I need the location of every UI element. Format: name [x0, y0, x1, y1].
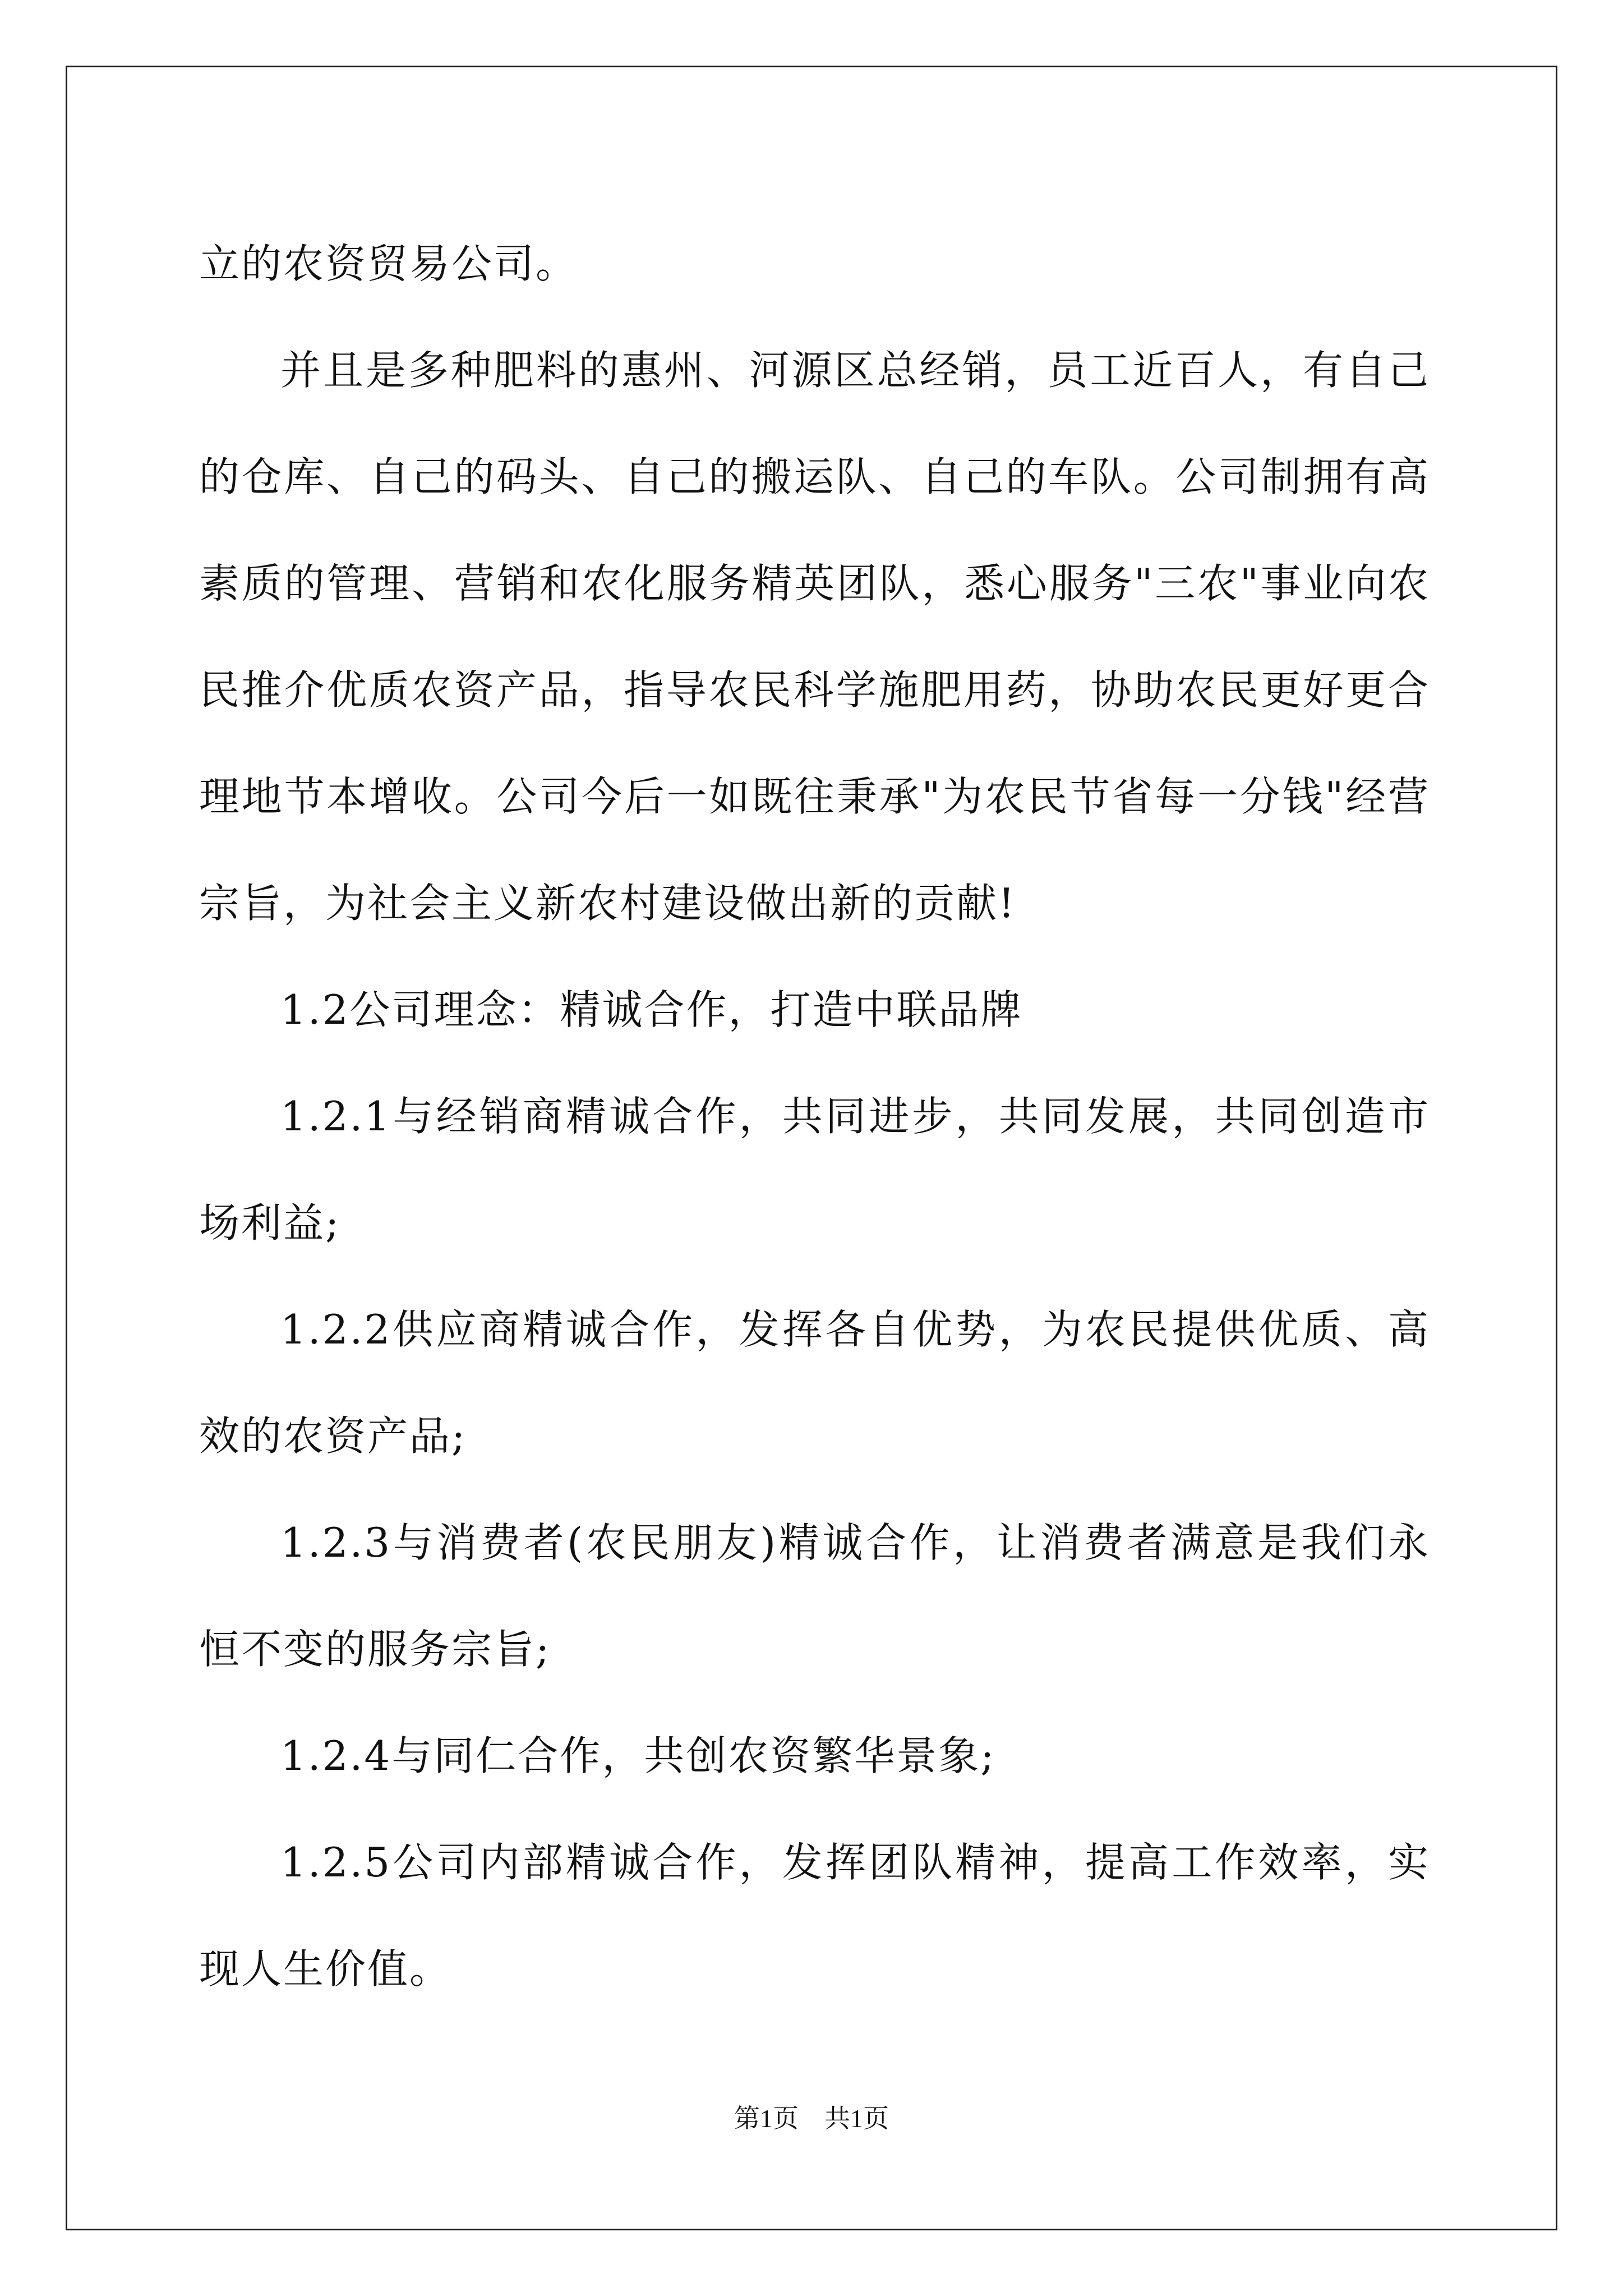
page-number-footer: 第1页 共1页 [734, 2104, 889, 2133]
heading-company-philosophy: 1.2公司理念：精诚合作，打造中联品牌 [280, 986, 1023, 1033]
list-item-1-2-2: 1.2.2供应商精诚合作，发挥各自优势，为农民提供优质、高效的农资产品; [199, 1306, 1430, 1460]
list-item-1-2-3: 1.2.3与消费者(农民朋友)精诚合作，让消费者满意是我们永恒不变的服务宗旨; [199, 1519, 1430, 1673]
list-item-1-2-5: 1.2.5公司内部精诚合作，发挥团队精神，提高工作效率，实现人生价值。 [199, 1839, 1430, 1993]
paragraph-continuation: 立的农资贸易公司。 [199, 240, 578, 287]
list-item-1-2-1: 1.2.1与经销商精诚合作，共同进步，共同发展，共同创造市场利益; [199, 1093, 1430, 1246]
paragraph-company-intro: 并且是多种肥料的惠州、河源区总经销，员工近百人，有自己的仓库、自己的码头、自己的搬运队、自己的车队。公司制拥有高素质的管理、营销和农化服务精英团队，悉心服务"三农"事业向农民推介优质农资产品，指导农民科学施肥用药，协助农民更好更合理地节本增收。公司今后一如既往秉承"为农民节省每一分钱"经营宗旨，为社会主义新农村建设做出新的贡献! [199, 347, 1430, 927]
list-item-1-2-4: 1.2.4与同仁合作，共创农资繁华景象; [280, 1732, 996, 1779]
document-body [199, 210, 1430, 2022]
